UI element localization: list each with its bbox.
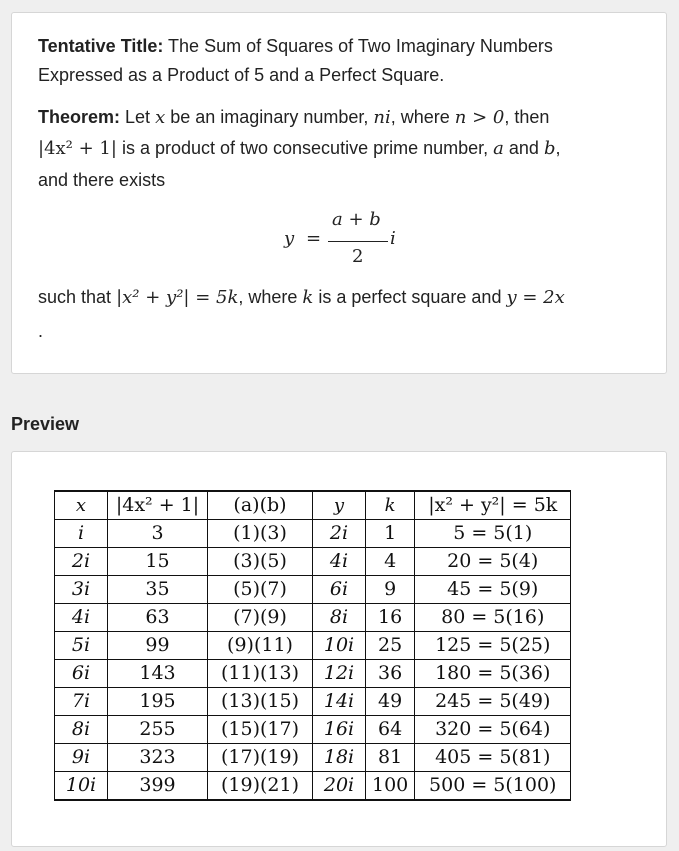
cell-k: 49 — [366, 688, 415, 716]
eq-numerator: a + b — [332, 209, 381, 230]
cell-abs: 323 — [108, 744, 208, 772]
cell-x: 6i — [55, 660, 108, 688]
equation-y — [284, 209, 424, 273]
cell-abs: 35 — [108, 576, 208, 604]
table-row — [55, 772, 571, 801]
table-row — [55, 548, 571, 576]
eq-i: i — [390, 228, 396, 249]
cell-k: 81 — [366, 744, 415, 772]
cell-result: 500 = 5(100) — [415, 772, 571, 801]
cell-k: 16 — [366, 604, 415, 632]
table-row — [55, 576, 571, 604]
cell-ab: (13)(15) — [208, 688, 313, 716]
theorem-ni: ni — [373, 107, 391, 128]
cell-abs: 143 — [108, 660, 208, 688]
cell-abs: 399 — [108, 772, 208, 801]
title-label: Tentative Title: — [38, 36, 164, 56]
such-relation: y = 2x — [506, 287, 565, 308]
cell-result: 405 = 5(81) — [415, 744, 571, 772]
cell-x: 2i — [55, 548, 108, 576]
cell-ab: (9)(11) — [208, 632, 313, 660]
cell-k: 4 — [366, 548, 415, 576]
cell-y: 20i — [313, 772, 366, 801]
such-k: k — [302, 287, 314, 308]
cell-y: 10i — [313, 632, 366, 660]
fraction-bar — [328, 241, 388, 242]
cell-y: 8i — [313, 604, 366, 632]
cell-abs: 3 — [108, 520, 208, 548]
cell-ab: (15)(17) — [208, 716, 313, 744]
header-result: |x² + y²| = 5k — [415, 491, 571, 520]
cell-y: 4i — [313, 548, 366, 576]
cell-x: 9i — [55, 744, 108, 772]
such-text-3: is a perfect square and — [318, 287, 502, 307]
such-text-2: , where — [238, 287, 298, 307]
header-k: k — [366, 491, 415, 520]
cell-ab: (19)(21) — [208, 772, 313, 801]
eq-denominator: 2 — [352, 246, 364, 267]
cell-k: 100 — [366, 772, 415, 801]
theorem-text-6: and — [508, 138, 539, 158]
theorem-label: Theorem: — [38, 107, 121, 127]
cell-y: 12i — [313, 660, 366, 688]
header-ab: (a)(b) — [208, 491, 313, 520]
cell-x: 3i — [55, 576, 108, 604]
cell-abs: 195 — [108, 688, 208, 716]
title-text: The Sum of Squares of Two Imaginary Numbers — [168, 36, 553, 56]
cell-result: 320 = 5(64) — [415, 716, 571, 744]
header-abs: |4x² + 1| — [108, 491, 208, 520]
cell-ab: (11)(13) — [208, 660, 313, 688]
cell-x: 8i — [55, 716, 108, 744]
cell-ab: (17)(19) — [208, 744, 313, 772]
cell-k: 1 — [366, 520, 415, 548]
preview-card — [11, 451, 667, 847]
theorem-text-5: is a product of two consecutive prime number, — [121, 138, 489, 158]
theorem-text-7: , — [555, 138, 561, 158]
title-line-1 — [38, 34, 553, 58]
cell-abs: 99 — [108, 632, 208, 660]
cell-k: 64 — [366, 716, 415, 744]
cell-k: 25 — [366, 632, 415, 660]
cell-k: 9 — [366, 576, 415, 604]
cell-result: 245 = 5(49) — [415, 688, 571, 716]
theorem-a: a — [493, 138, 504, 159]
cell-abs: 63 — [108, 604, 208, 632]
theorem-text-2: be an imaginary number, — [170, 107, 369, 127]
table-row — [55, 744, 571, 772]
cell-result: 5 = 5(1) — [415, 520, 571, 548]
table-row — [55, 520, 571, 548]
theorem-text-1: Let — [125, 107, 151, 127]
eq-y: y — [284, 228, 295, 249]
eq-equals: = — [306, 228, 322, 249]
cell-y: 18i — [313, 744, 366, 772]
cell-ab: (7)(9) — [208, 604, 313, 632]
cell-result: 20 = 5(4) — [415, 548, 571, 576]
theorem-line-2 — [38, 136, 561, 161]
table-row — [55, 688, 571, 716]
theorem-text-3: , where — [390, 107, 450, 127]
cell-ab: (5)(7) — [208, 576, 313, 604]
theorem-line-1 — [38, 105, 549, 130]
such-that-line — [38, 285, 565, 310]
cell-result: 80 = 5(16) — [415, 604, 571, 632]
cell-result: 180 = 5(36) — [415, 660, 571, 688]
cell-y: 2i — [313, 520, 366, 548]
theorem-text-4: , then — [504, 107, 550, 127]
theorem-condition: n > 0 — [454, 107, 505, 128]
preview-table — [54, 490, 571, 801]
cell-k: 36 — [366, 660, 415, 688]
cell-abs: 15 — [108, 548, 208, 576]
table-row — [55, 632, 571, 660]
cell-x: 10i — [55, 772, 108, 801]
table-row — [55, 660, 571, 688]
title-line-2: Expressed as a Product of 5 and a Perfect Square. — [38, 65, 445, 85]
header-y: y — [313, 491, 366, 520]
theorem-var-x: x — [155, 107, 166, 128]
cell-y: 16i — [313, 716, 366, 744]
theorem-card — [11, 12, 667, 374]
cell-y: 14i — [313, 688, 366, 716]
cell-ab: (3)(5) — [208, 548, 313, 576]
cell-ab: (1)(3) — [208, 520, 313, 548]
preview-heading: Preview — [11, 414, 80, 434]
cell-abs: 255 — [108, 716, 208, 744]
such-text-1: such that — [38, 287, 112, 307]
theorem-b: b — [543, 138, 556, 159]
trailing-dot: . — [38, 321, 44, 341]
cell-x: 5i — [55, 632, 108, 660]
cell-x: i — [55, 520, 108, 548]
such-expr: |x² + y²| = 5k — [116, 287, 239, 308]
cell-result: 125 = 5(25) — [415, 632, 571, 660]
table-row — [55, 716, 571, 744]
table-row — [55, 604, 571, 632]
theorem-abs-expr: |4x² + 1| — [38, 138, 117, 159]
cell-x: 4i — [55, 604, 108, 632]
table-header-row — [55, 491, 571, 520]
cell-result: 45 = 5(9) — [415, 576, 571, 604]
cell-x: 7i — [55, 688, 108, 716]
cell-y: 6i — [313, 576, 366, 604]
header-x: x — [55, 491, 108, 520]
theorem-line-3: and there exists — [38, 170, 166, 190]
